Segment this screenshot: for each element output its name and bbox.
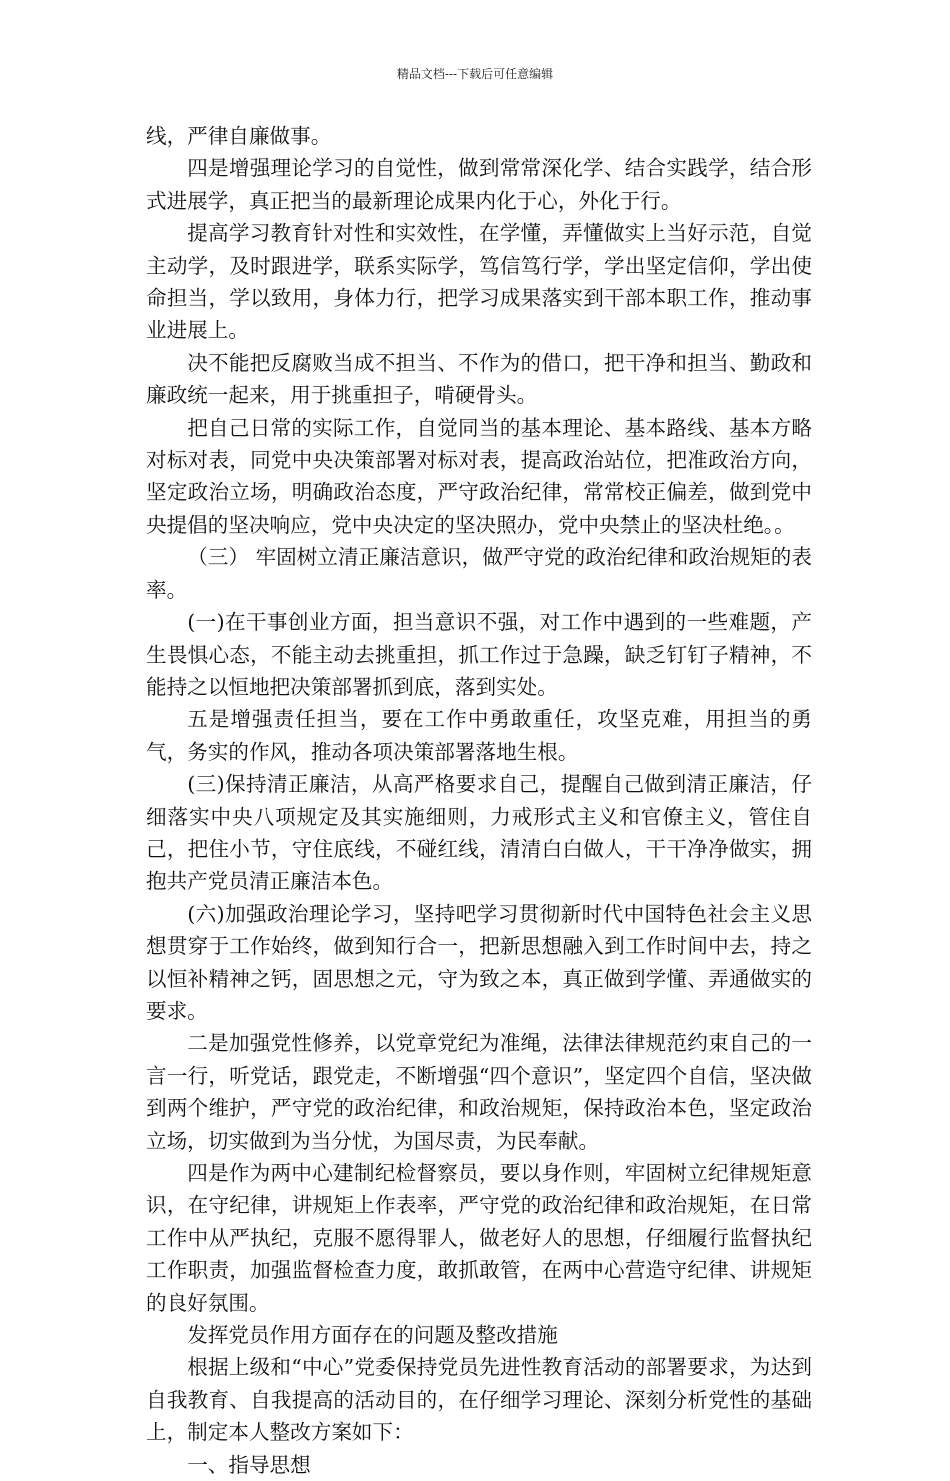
paragraph: 提高学习教育针对性和实效性，在学懂，弄懂做实上当好示范，自觉主动学，及时跟进学，联系实际学，笃信笃行学，学出坚定信仰，学出使命担当，学以致用，身体力行，把学习成果落实到干部本职工作，推动事业进展上。 bbox=[146, 221, 812, 343]
paragraph: 根据上级和“中心”党委保持党员先进性教育活动的部署要求，为达到自我教育、自我提高的活动目的，在仔细学习理论、深刻分析党性的基础上，制定本人整改方案如下： bbox=[146, 1355, 812, 1445]
paragraph: 决不能把反腐败当成不担当、不作为的借口，把干净和担当、勤政和廉政统一起来，用于挑重担子，啃硬骨头。 bbox=[146, 350, 812, 408]
paragraph: (六)加强政治理论学习，坚持吧学习贯彻新时代中国特色社会主义思想贯穿于工作始终，做到知行合一，把新思想融入到工作时间中去，持之以恒补精神之钙，固思想之元，守为致之本，真正做到学懂、弄通做实的要求。 bbox=[146, 901, 812, 1023]
paragraph: (三)保持清正廉洁，从高严格要求自己，提醒自己做到清正廉洁，仔细落实中央八项规定及其实施细则，力戒形式主义和官僚主义，管住自己，把住小节，守住底线，不碰红线，清清白白做人，干干净净做实，拥抱共产党员清正廉洁本色。 bbox=[146, 772, 812, 894]
paragraph: 四是增强理论学习的自觉性，做到常常深化学、结合实践学，结合形式进展学，真正把当的最新理论成果内化于心，外化于行。 bbox=[146, 156, 812, 213]
paragraph: 二是加强党性修养，以党章党纪为准绳，法律法律规范约束自己的一言一行，听党话，跟党走，不断增强“四个意识”，坚定四个自信，坚决做到两个维护，严守党的政治纪律，和政治规矩，保持政治本色，坚定政治立场，切实做到为当分忧，为国尽责，为民奉献。 bbox=[146, 1031, 812, 1153]
paragraph: 线，严律自廉做事。 bbox=[146, 124, 332, 148]
section-heading: 发挥党员作用方面存在的问题及整改措施 bbox=[187, 1323, 558, 1348]
paragraph: 把自己日常的实际工作，自觉同当的基本理论、基本路线、基本方略对标对表，同党中央决策部署对标对表，提高政治站位，把准政治方向，坚定政治立场，明确政治态度，严守政治纪律，常常校正偏差，做到党中央提倡的坚决响应，党中央决定的坚决照办，党中央禁止的坚决杜绝。。 bbox=[146, 415, 812, 537]
page-header: 精品文档---下载后可任意编辑 bbox=[396, 67, 554, 81]
paragraph: (一)在干事创业方面，担当意识不强，对工作中遇到的一些难题，产生畏惧心态，不能主动去挑重担，抓工作过于急躁，缺乏钉钉子精神，不能持之以恒地把决策部署抓到底，落到实处。 bbox=[146, 610, 812, 699]
section-heading: 一、指导思想 bbox=[187, 1452, 311, 1477]
document-body bbox=[146, 120, 812, 1481]
paragraph: 四是作为两中心建制纪检督察员，要以身作则，牢固树立纪律规矩意识，在守纪律，讲规矩上作表率，严守党的政治纪律和政治规矩，在日常工作中从严执纪，克服不愿得罪人，做老好人的思想，仔细履行监督执纪工作职责，加强监督检查力度，敢抓敢管，在两中心营造守纪律、讲规矩的良好氛围。 bbox=[146, 1161, 812, 1315]
paragraph: 五是增强责任担当，要在工作中勇敢重任，攻坚克难，用担当的勇气，务实的作风，推动各项决策部署落地生根。 bbox=[146, 707, 812, 764]
section-heading: （三） 牢固树立清正廉洁意识，做严守党的政治纪律和政治规矩的表率。 bbox=[146, 545, 812, 602]
